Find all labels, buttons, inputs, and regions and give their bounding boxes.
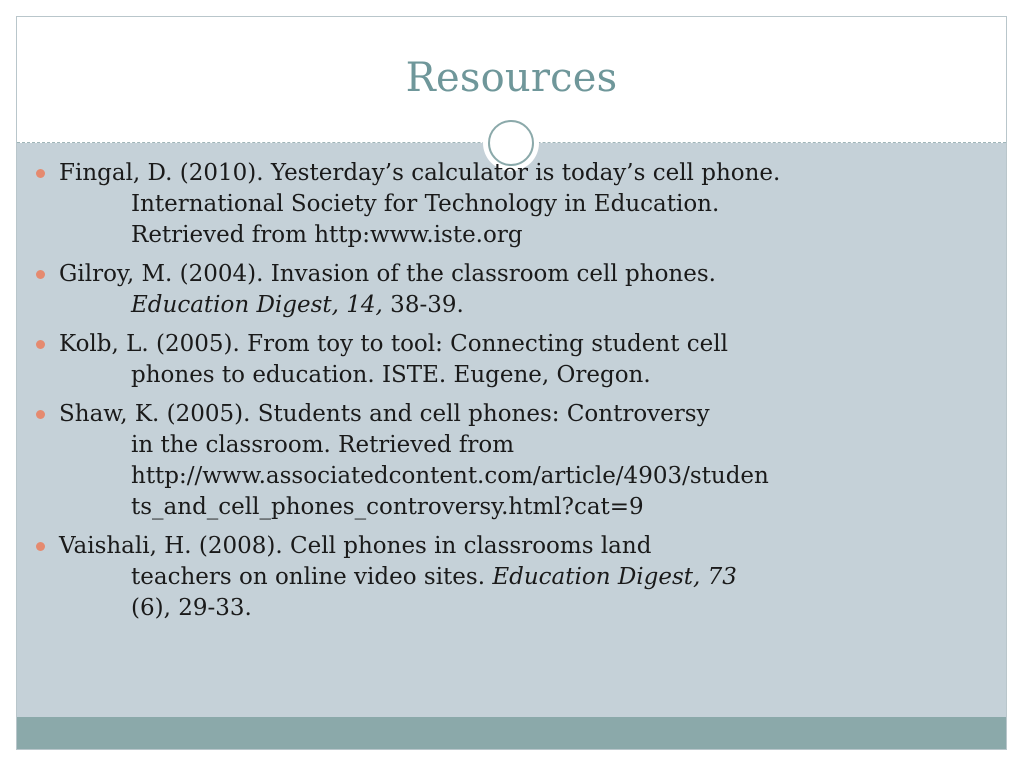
reference-line: Retrieved from http:www.iste.org	[131, 222, 523, 248]
slide-title: Resources	[405, 55, 618, 101]
bullet-icon	[36, 270, 45, 279]
reference-line: International Society for Technology in Education.	[131, 191, 720, 217]
bullet-icon	[36, 542, 45, 551]
reference-url-line: http://www.associatedcontent.com/article/4903/studen	[131, 463, 769, 489]
reference-text: teachers on online video sites.	[131, 564, 493, 590]
reference-line: Kolb, L. (2005). From toy to tool: Connecting student cell	[59, 331, 728, 357]
reference-item-gilroy	[0, 259, 1024, 321]
reference-url-line: ts_and_cell_phones_controversy.html?cat=9	[131, 494, 644, 520]
reference-line: Fingal, D. (2010). Yesterday’s calculator is today’s cell phone.	[59, 160, 781, 186]
reference-item-shaw	[0, 399, 1024, 523]
reference-line: Gilroy, M. (2004). Invasion of the classroom cell phones.	[59, 261, 716, 287]
reference-pages: 38-39.	[382, 292, 464, 318]
reference-line	[59, 562, 1010, 593]
reference-line: in the classroom. Retrieved from	[131, 432, 515, 458]
reference-line	[59, 290, 1010, 321]
reference-item-vaishali	[0, 531, 1024, 624]
journal-title: Education Digest, 14,	[131, 292, 383, 318]
reference-line: (6), 29-33.	[131, 595, 252, 621]
reference-line: Shaw, K. (2005). Students and cell phones: Controversy	[59, 401, 710, 427]
bullet-icon	[36, 410, 45, 419]
reference-line: Vaishali, H. (2008). Cell phones in classrooms land	[59, 533, 652, 559]
reference-item-fingal	[0, 158, 1024, 251]
bullet-icon	[36, 340, 45, 349]
footer-band	[17, 717, 1006, 750]
bullet-icon	[36, 169, 45, 178]
journal-title: Education Digest, 73	[492, 564, 737, 590]
reference-list	[0, 158, 1024, 632]
reference-line: phones to education. ISTE. Eugene, Oregon.	[131, 362, 651, 388]
reference-item-kolb	[0, 329, 1024, 391]
